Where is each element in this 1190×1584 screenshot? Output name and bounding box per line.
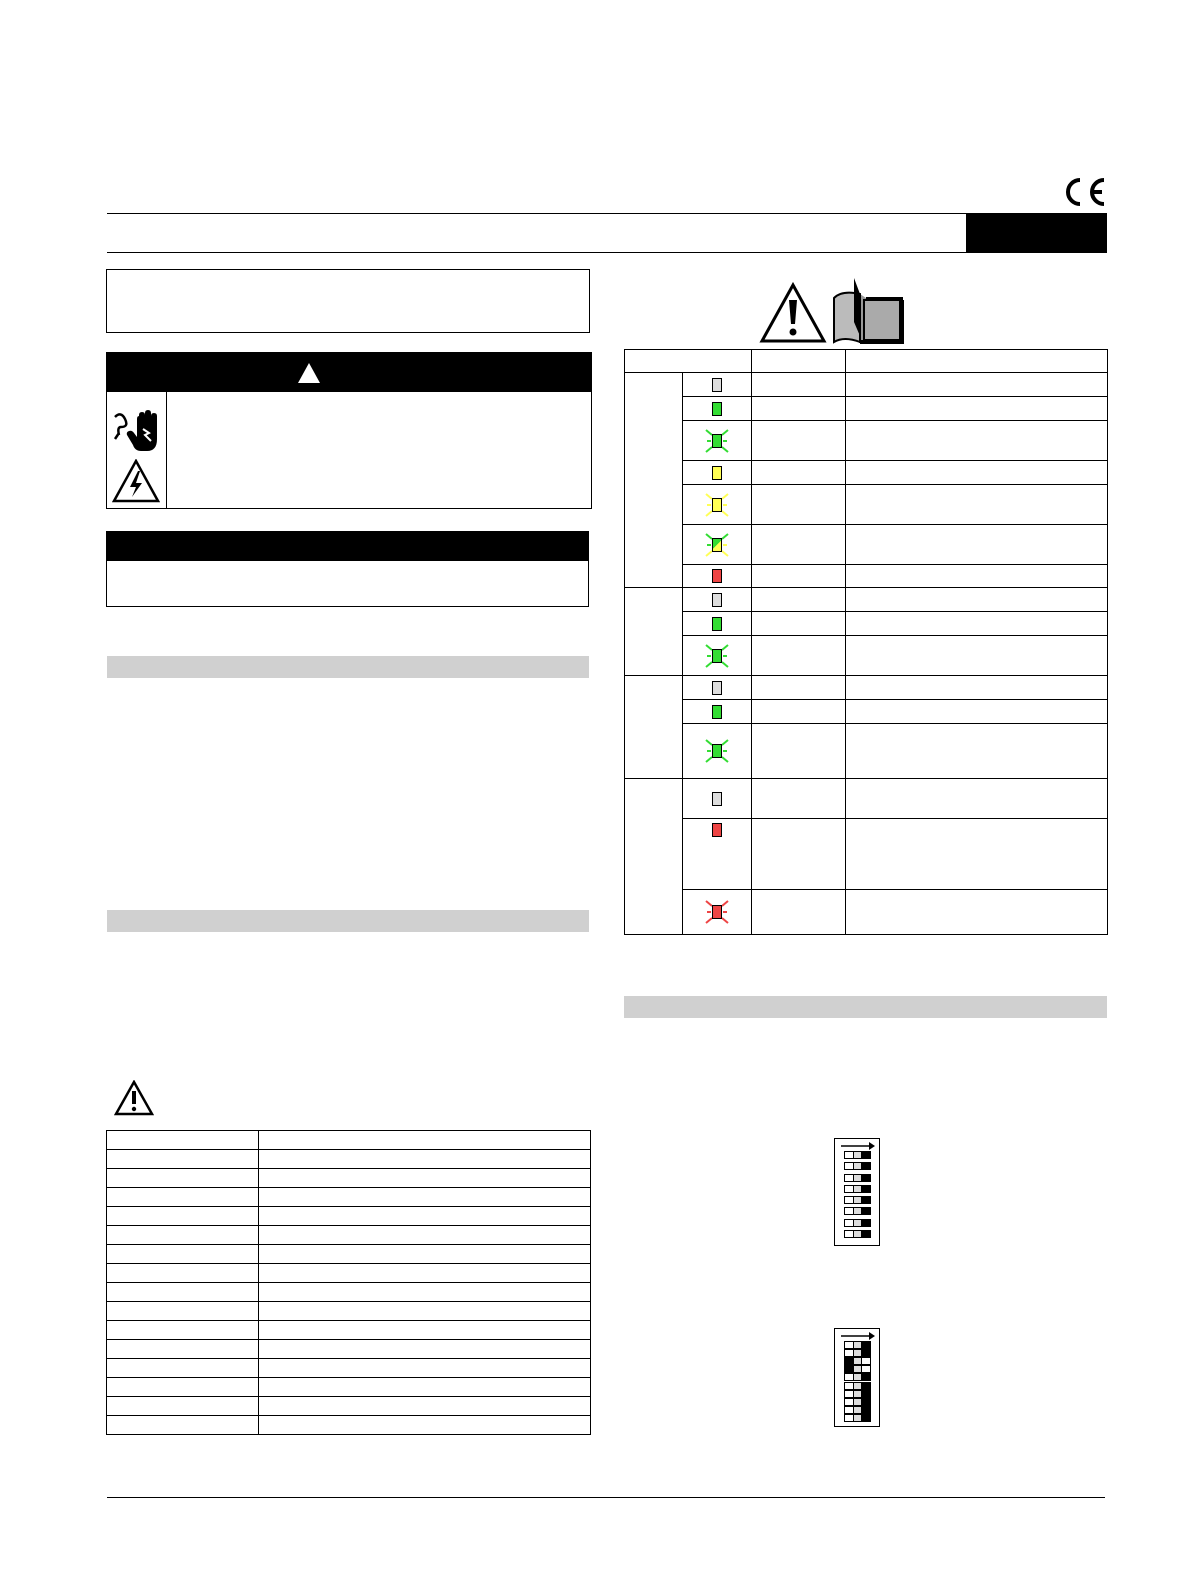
spec-label-cell [107, 1264, 259, 1283]
green-led-icon [712, 617, 722, 631]
dip-switch-position [844, 1162, 871, 1170]
dip-switch-position [844, 1196, 871, 1204]
dip-switch-position [844, 1414, 871, 1422]
spec-value-cell [259, 1169, 591, 1188]
dip-switch-position [844, 1365, 871, 1373]
dip-switch-position [844, 1373, 871, 1381]
spec-label-cell [107, 1378, 259, 1397]
dip-switch-icon [834, 1328, 880, 1427]
spec-label-cell [107, 1416, 259, 1435]
led-row [625, 565, 1108, 588]
spec-value-cell [259, 1283, 591, 1302]
off-led-icon [712, 378, 722, 392]
header-description [846, 350, 1108, 373]
led-indicator-cell [683, 525, 752, 565]
led-description-cell [846, 565, 1108, 588]
electrical-hazard-icon [112, 459, 160, 503]
led-state-cell [752, 397, 846, 421]
dip-switch-position [844, 1185, 871, 1193]
dip-switch-position [844, 1341, 871, 1349]
spec-row [107, 1207, 591, 1226]
led-state-cell [752, 636, 846, 676]
spec-row [107, 1226, 591, 1245]
dip-switch-position [844, 1357, 871, 1365]
header-top-rule [107, 213, 967, 214]
spec-value-cell [259, 1264, 591, 1283]
spec-value-cell [259, 1321, 591, 1340]
spec-value-cell [259, 1226, 591, 1245]
spec-table [106, 1130, 591, 1435]
read-manual-icon [830, 276, 906, 346]
led-row [625, 525, 1108, 565]
spec-label-cell [107, 1283, 259, 1302]
led-indicator-cell [683, 779, 752, 819]
led-indicator-cell [683, 461, 752, 485]
spec-row [107, 1169, 591, 1188]
led-description-cell [846, 485, 1108, 525]
dip-switch-position [844, 1382, 871, 1390]
led-state-cell [752, 724, 846, 779]
dip-switch-position [844, 1151, 871, 1159]
spec-row [107, 1264, 591, 1283]
spec-label-cell [107, 1359, 259, 1378]
led-lamp [712, 434, 722, 448]
dip-switch-position [844, 1349, 871, 1357]
green-flash-led-icon [704, 643, 730, 669]
led-row [625, 397, 1108, 421]
led-state-cell [752, 819, 846, 890]
spec-row [107, 1378, 591, 1397]
header-led [625, 350, 752, 373]
led-row [625, 724, 1108, 779]
led-lamp [712, 744, 722, 758]
header-tab [966, 213, 1107, 253]
spec-label-cell [107, 1321, 259, 1340]
spec-row [107, 1321, 591, 1340]
off-led-icon [712, 593, 722, 607]
green-led-icon [712, 402, 722, 416]
led-row [625, 676, 1108, 700]
led-description-cell [846, 676, 1108, 700]
led-description-cell [846, 397, 1108, 421]
spec-label-cell [107, 1226, 259, 1245]
led-group-cell [625, 676, 683, 779]
spec-value-cell [259, 1340, 591, 1359]
led-row [625, 461, 1108, 485]
led-description-cell [846, 636, 1108, 676]
warning-triangle-icon [297, 362, 321, 384]
spec-label-cell [107, 1302, 259, 1321]
spec-row [107, 1188, 591, 1207]
section-bar-1 [107, 656, 589, 678]
led-lamp [712, 649, 722, 663]
ce-mark-icon [1062, 176, 1108, 208]
led-status-table [624, 349, 1108, 935]
led-group-cell [625, 779, 683, 935]
led-description-cell [846, 612, 1108, 636]
red-led-icon [712, 823, 722, 837]
led-indicator-cell [683, 636, 752, 676]
led-description-cell [846, 890, 1108, 935]
section-bar-3 [624, 996, 1107, 1018]
led-description-cell [846, 525, 1108, 565]
yellow-led-icon [712, 466, 722, 480]
spec-value-cell [259, 1131, 591, 1150]
spec-label-cell [107, 1131, 259, 1150]
spec-label-cell [107, 1188, 259, 1207]
dip-switch-position [844, 1207, 871, 1215]
led-indicator-cell [683, 612, 752, 636]
green-flash-led-icon [704, 738, 730, 764]
warning-symbol-icon [759, 282, 827, 344]
header-state [752, 350, 846, 373]
spec-value-cell [259, 1378, 591, 1397]
red-led-icon [712, 569, 722, 583]
led-indicator-cell [683, 890, 752, 935]
dip-switch-position [844, 1398, 871, 1406]
spec-value-cell [259, 1150, 591, 1169]
led-state-cell [752, 525, 846, 565]
led-state-cell [752, 588, 846, 612]
led-description-cell [846, 373, 1108, 397]
led-indicator-cell [683, 724, 752, 779]
led-indicator-cell [683, 676, 752, 700]
spec-value-cell [259, 1416, 591, 1435]
led-description-cell [846, 819, 1108, 890]
dip-switch-position [844, 1406, 871, 1414]
spec-row [107, 1340, 591, 1359]
led-state-cell [752, 421, 846, 461]
led-state-cell [752, 485, 846, 525]
led-indicator-cell [683, 565, 752, 588]
off-led-icon [712, 681, 722, 695]
led-row [625, 588, 1108, 612]
green-led-icon [712, 705, 722, 719]
spec-value-cell [259, 1302, 591, 1321]
led-group-cell [625, 588, 683, 676]
spec-label-cell [107, 1397, 259, 1416]
led-lamp [712, 538, 722, 552]
green-flash-led-icon [704, 428, 730, 454]
footer-rule [107, 1497, 1105, 1498]
red-flash-led-icon [704, 899, 730, 925]
led-row [625, 612, 1108, 636]
led-indicator-cell [683, 700, 752, 724]
off-led-icon [712, 792, 722, 806]
led-indicator-cell [683, 397, 752, 421]
led-indicator-cell [683, 485, 752, 525]
dip-switch-icon [834, 1138, 880, 1246]
led-state-cell [752, 676, 846, 700]
led-row [625, 779, 1108, 819]
dip-switch-position [844, 1174, 871, 1182]
led-description-cell [846, 461, 1108, 485]
notice-body [106, 560, 589, 607]
spec-value-cell [259, 1188, 591, 1207]
led-row [625, 421, 1108, 461]
led-state-cell [752, 373, 846, 397]
spec-row [107, 1131, 591, 1150]
caution-triangle-icon [114, 1080, 154, 1116]
led-state-cell [752, 700, 846, 724]
led-indicator-cell [683, 819, 752, 890]
danger-header [106, 352, 592, 392]
led-row [625, 700, 1108, 724]
led-indicator-cell [683, 588, 752, 612]
led-lamp [712, 498, 722, 512]
spec-value-cell [259, 1359, 591, 1378]
dip-switch-position [844, 1219, 871, 1227]
hand-shock-icon [111, 405, 163, 457]
spec-row [107, 1245, 591, 1264]
led-row [625, 636, 1108, 676]
led-description-cell [846, 779, 1108, 819]
led-state-cell [752, 565, 846, 588]
danger-icon-column [107, 391, 167, 508]
led-indicator-cell [683, 373, 752, 397]
led-row [625, 890, 1108, 935]
spec-label-cell [107, 1169, 259, 1188]
yellow-flash-led-icon [704, 492, 730, 518]
spec-value-cell [259, 1245, 591, 1264]
led-description-cell [846, 700, 1108, 724]
spec-value-cell [259, 1397, 591, 1416]
header-bottom-rule [107, 252, 967, 253]
intro-box [106, 269, 590, 333]
led-group-cell [625, 373, 683, 588]
spec-label-cell [107, 1150, 259, 1169]
danger-body [106, 391, 592, 509]
spec-row [107, 1359, 591, 1378]
spec-row [107, 1283, 591, 1302]
notice-header [106, 531, 589, 561]
led-row [625, 373, 1108, 397]
spec-label-cell [107, 1245, 259, 1264]
led-row [625, 819, 1108, 890]
spec-row [107, 1416, 591, 1435]
section-bar-2 [107, 910, 589, 932]
led-row [625, 485, 1108, 525]
led-table-header [625, 350, 1108, 373]
led-state-cell [752, 461, 846, 485]
led-lamp [712, 905, 722, 919]
spec-row [107, 1150, 591, 1169]
spec-value-cell [259, 1207, 591, 1226]
led-state-cell [752, 612, 846, 636]
led-state-cell [752, 890, 846, 935]
spec-label-cell [107, 1207, 259, 1226]
spec-row [107, 1397, 591, 1416]
dip-switch-position [844, 1390, 871, 1398]
led-state-cell [752, 779, 846, 819]
dip-switch-position [844, 1230, 871, 1238]
spec-row [107, 1302, 591, 1321]
led-description-cell [846, 421, 1108, 461]
led-description-cell [846, 588, 1108, 612]
spec-label-cell [107, 1340, 259, 1359]
led-indicator-cell [683, 421, 752, 461]
led-description-cell [846, 724, 1108, 779]
green-yellow-flash-led-icon [704, 532, 730, 558]
